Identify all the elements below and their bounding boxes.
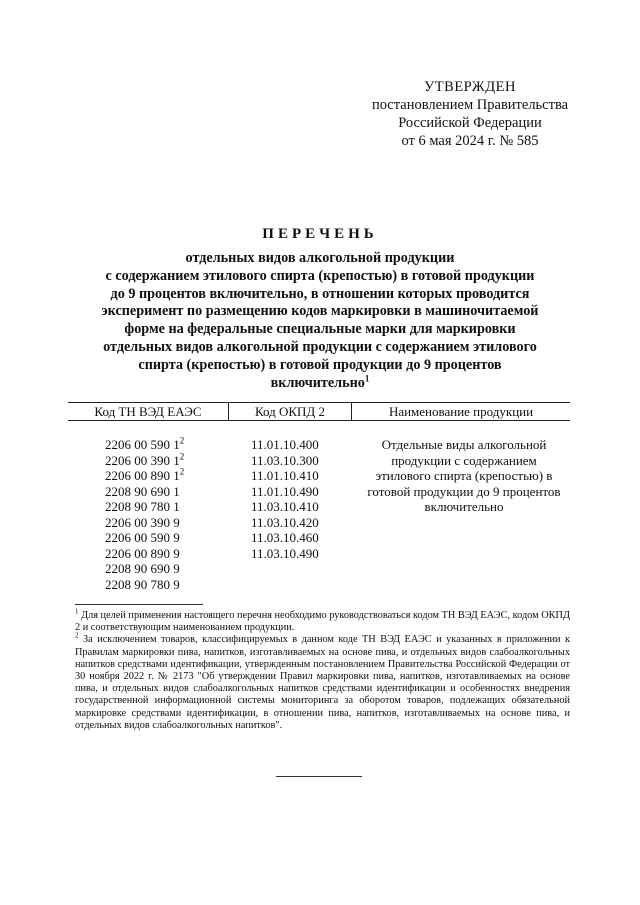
tnved-code: 2208 90 780 1 (105, 499, 180, 514)
subtitle-line: включительно (270, 374, 365, 391)
footnote-marker: 2 (179, 466, 185, 477)
tnved-code: 2206 00 890 9 (105, 545, 180, 561)
subtitle-line: эксперимент по размещению кодов маркировки в машиночитаемой (101, 303, 539, 320)
okpd-code: 11.01.10.490 (251, 483, 319, 499)
tnved-codes-column (68, 437, 228, 592)
table-header (68, 402, 570, 421)
okpd-code: 11.01.10.410 (251, 468, 319, 483)
table-body (68, 437, 570, 592)
end-of-document-line (276, 776, 362, 777)
column-header-okpd: Код ОКПД 2 (229, 403, 352, 420)
footnote-text: Для целей применения настоящего перечня необходимо руководствоваться кодом ТН ВЭД ЕАЭС, кодом ОКПД 2 и соответствующим наименованием продукции. (75, 610, 570, 634)
footnote-marker: 2 (179, 451, 185, 462)
document-heading: ПЕРЕЧЕНЬ (262, 226, 378, 242)
footnote-marker: 2 (179, 435, 185, 446)
product-name-cell: Отдельные виды алкогольной продукции с содержанием этилового спирта (крепостью) в готовой продукции до 9 процентов включительно (367, 437, 561, 514)
tnved-code: 2206 00 390 $1^2$ (105, 451, 185, 468)
tnved-code: 2206 00 890 $1^2$ (105, 466, 185, 483)
approval-title: УТВЕРЖДЕН (424, 79, 516, 95)
approval-line: Российской Федерации (398, 115, 542, 131)
okpd-code: 11.03.10.300 (251, 452, 319, 468)
subtitle-line: отдельных видов алкогольной продукции с содержанием этилового (103, 338, 537, 355)
okpd-codes-column (228, 437, 350, 592)
footnote-marker: 1 (75, 607, 79, 616)
document-subtitle (75, 250, 565, 392)
products-table (68, 402, 570, 592)
tnved-code: 2206 00 590 $1^2$ (105, 435, 185, 452)
okpd-code: 11.03.10.420 (251, 514, 319, 530)
okpd-code: 11.03.10.460 (251, 530, 319, 545)
subtitle-line: до 9 процентов включительно, в отношении которых проводится (110, 285, 530, 302)
tnved-code: 2208 90 780 9 (105, 576, 180, 592)
subtitle-line-last (75, 372, 565, 393)
okpd-code: 11.01.10.400 (251, 437, 319, 452)
approval-date: от 6 мая 2024 г. № 585 (401, 133, 539, 149)
approval-block (320, 78, 620, 150)
tnved-code: 2208 90 690 1 (105, 483, 180, 499)
footnote-marker: 2 (75, 631, 79, 640)
footnote (75, 631, 570, 732)
footnote-text: За исключением товаров, классифицируемых в данном коде ТН ВЭД ЕАЭС и указанных в приложении к Правилам маркировки пива, напитков, изготавливаемых на основе пива, и отдельных видов слабоалкогольных напитков средствами идентификации, утвержденным постановлением Правительства Российской Федерации от 30 ноября 2022 г. № 2173 "Об утверждении Правил маркировки пива, напитков, изготавливаемых на основе пива, и отдельных видов слабоалкогольных напитков средствами идентификации и особенностях внедрения государственной информационной системы мониторинга за оборотом товаров, подлежащих обязательной маркировке средствами идентификации, в отношении пива, напитков, изготавливаемых на основе пива, и отдельных видов слабоалкогольных напитков". (75, 634, 570, 731)
tnved-code: 2206 00 390 9 (105, 514, 180, 530)
footnotes (75, 607, 570, 732)
okpd-code: 11.03.10.410 (251, 499, 319, 514)
subtitle-line: с содержанием этилового спирта (крепостью) в готовой продукции (105, 267, 535, 284)
subtitle-line: форме на федеральные специальные марки для маркировки (124, 321, 516, 338)
footnote-marker: 1 (364, 372, 370, 383)
okpd-code: 11.03.10.490 (251, 545, 319, 561)
approval-line: постановлением Правительства (371, 97, 569, 113)
column-header-name: Наименование продукции (388, 404, 534, 419)
footnote (75, 607, 570, 634)
footnote-separator (75, 604, 203, 605)
column-header-tnved: Код ТН ВЭД ЕАЭС (68, 403, 229, 420)
tnved-code: 2206 00 590 9 (105, 530, 180, 545)
tnved-code: 2208 90 690 9 (105, 561, 180, 576)
subtitle-line: отдельных видов алкогольной продукции (185, 250, 455, 266)
subtitle-line: спирта (крепостью) в готовой продукции до 9 процентов (138, 356, 502, 373)
